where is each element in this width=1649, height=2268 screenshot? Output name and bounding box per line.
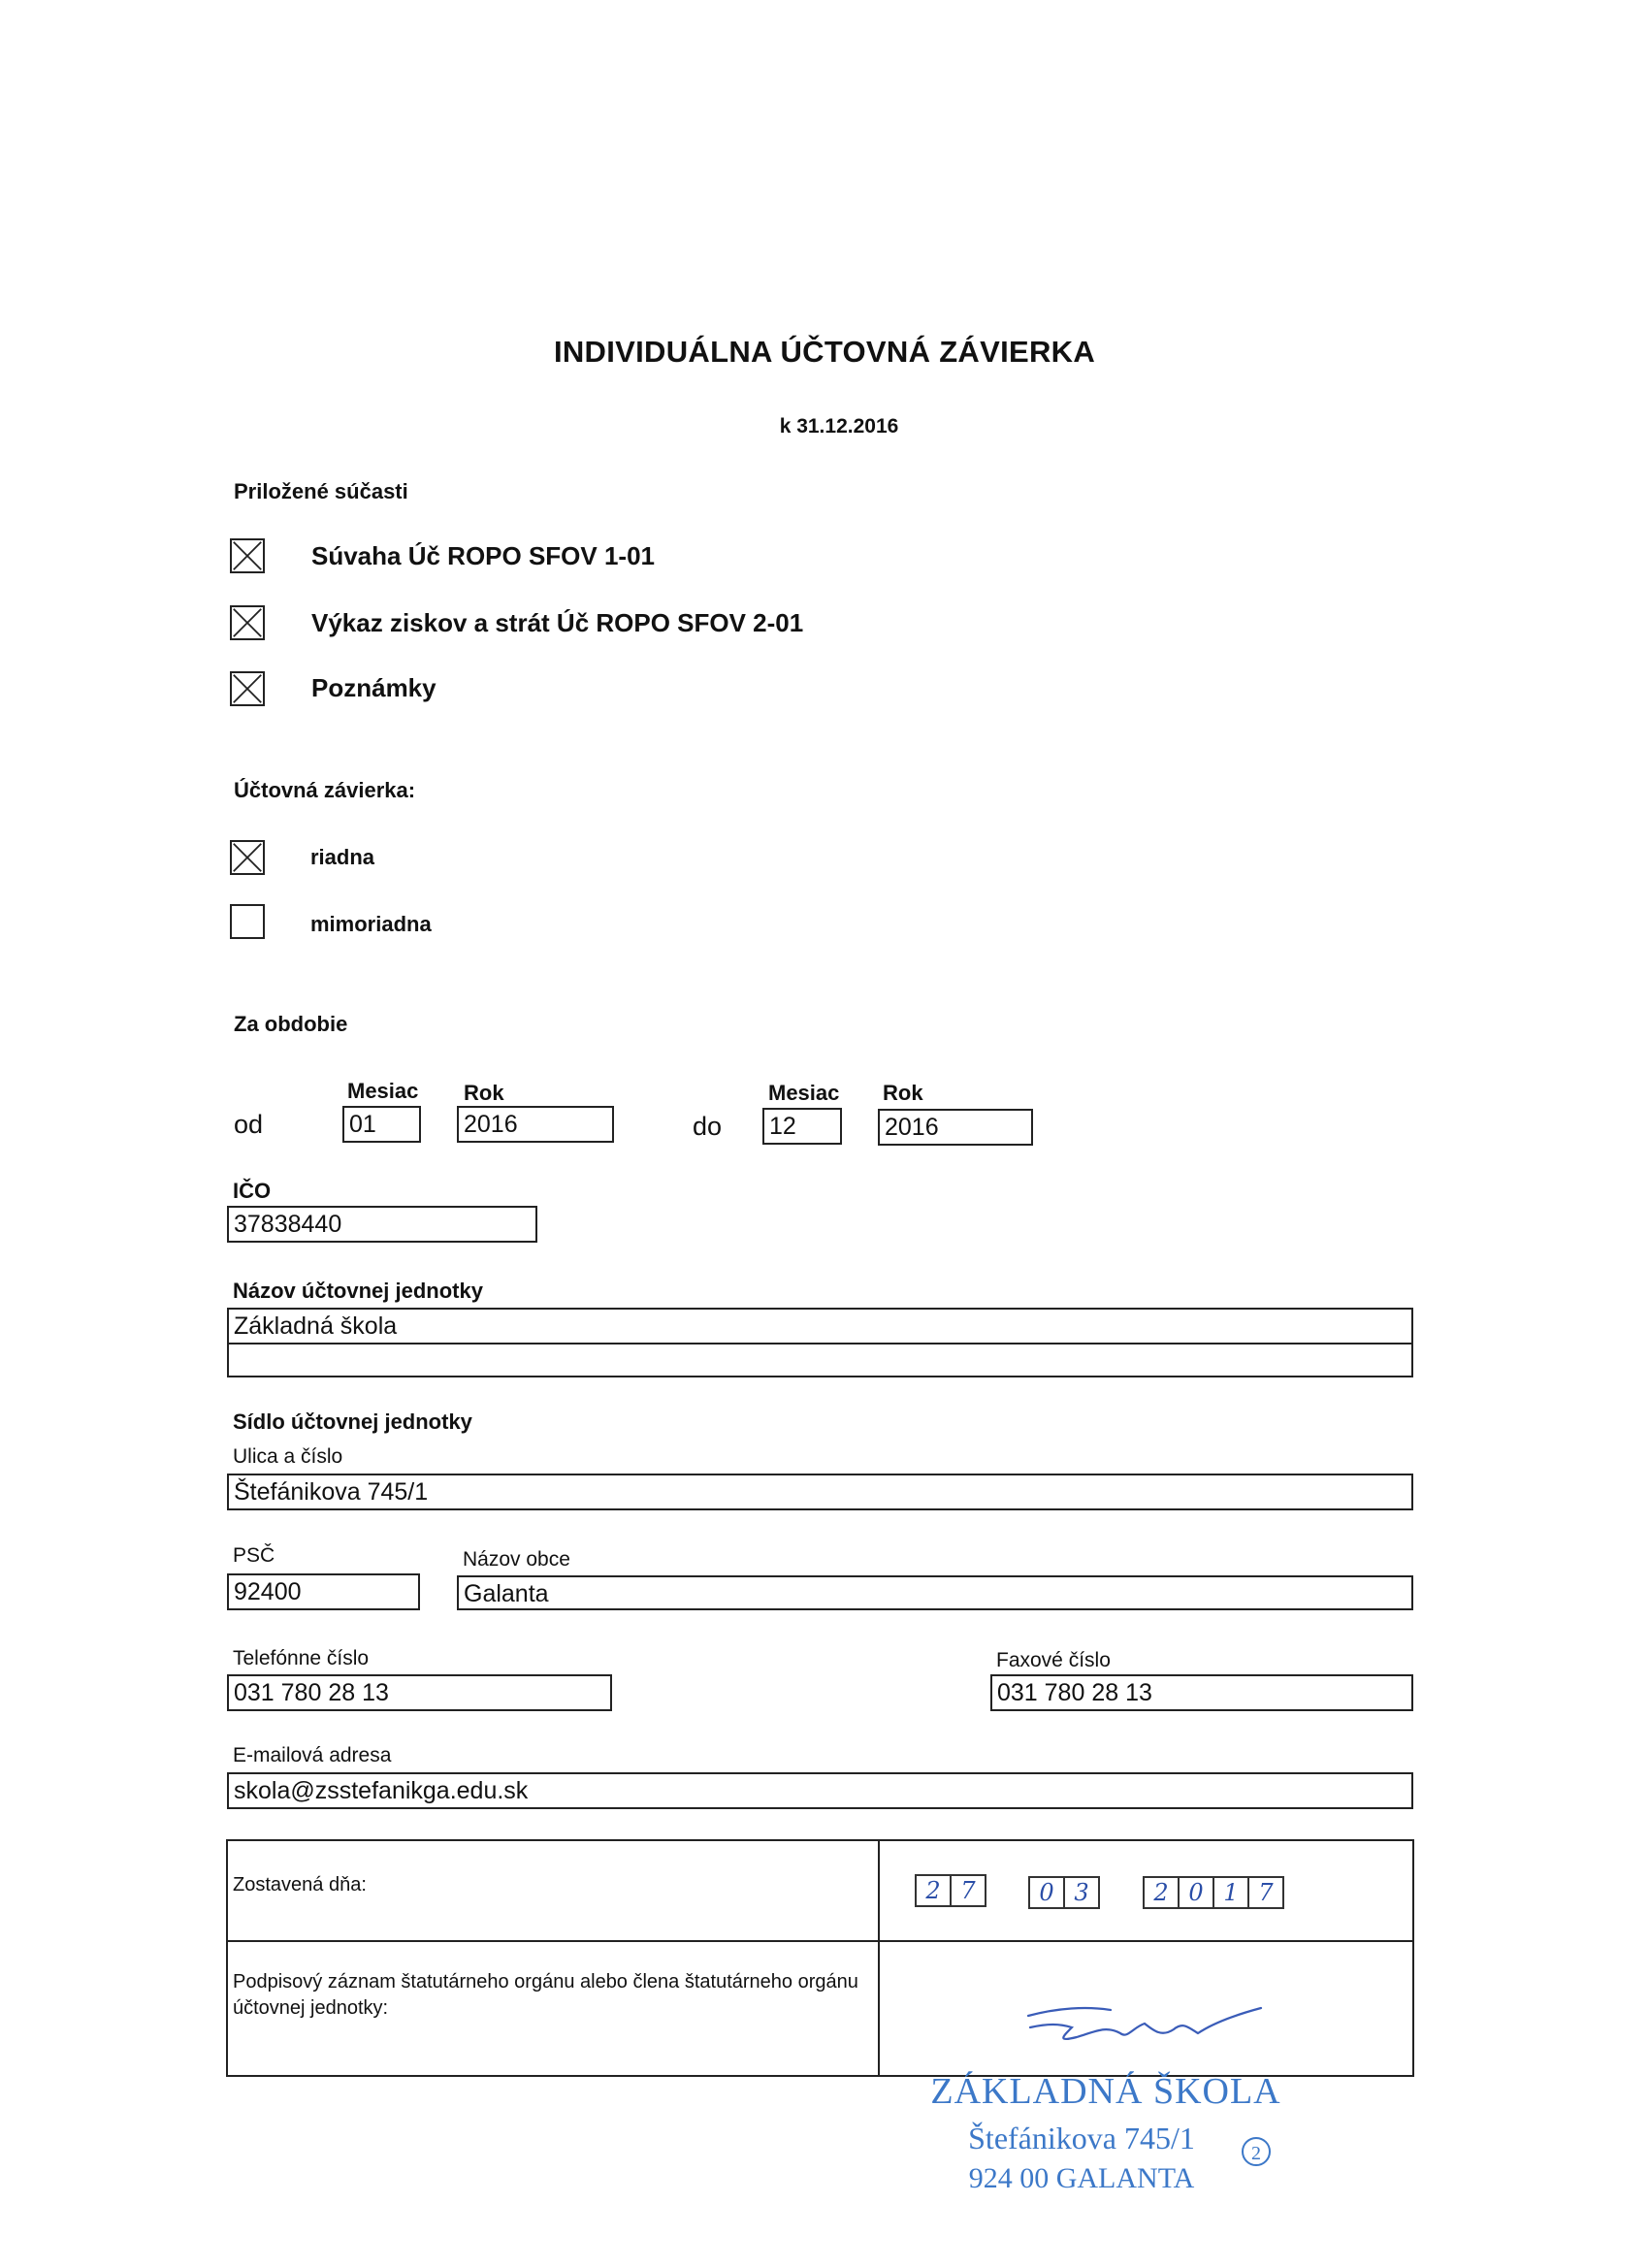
closing-type-label: Účtovná závierka: xyxy=(234,778,416,802)
day-digit: 7 xyxy=(950,1874,986,1907)
compiled-day[interactable] xyxy=(915,1874,986,1907)
checkbox-vykaz[interactable] xyxy=(230,605,265,640)
to-label: do xyxy=(693,1112,723,1141)
month-digit: 3 xyxy=(1063,1876,1100,1909)
entity-name-label: Názov účtovnej jednotky xyxy=(233,1279,483,1303)
phone-label: Telefónne číslo xyxy=(233,1647,370,1669)
to-month-field[interactable]: 12 xyxy=(762,1108,842,1145)
checkbox-suvaha[interactable] xyxy=(230,538,265,573)
street-field[interactable]: Štefánikova 745/1 xyxy=(227,1474,1413,1510)
stamp-line1: ZÁKLADNÁ ŠKOLA xyxy=(930,2071,1281,2112)
month-digit: 0 xyxy=(1028,1876,1065,1909)
checked-x-icon xyxy=(232,607,263,638)
to-year-label: Rok xyxy=(883,1081,923,1105)
phone-field[interactable]: 031 780 28 13 xyxy=(227,1674,612,1711)
attachment-label-poznamky: Poznámky xyxy=(311,673,436,702)
ico-label: IČO xyxy=(233,1179,272,1203)
checked-x-icon xyxy=(232,673,263,704)
handwritten-signature xyxy=(1018,1989,1271,2057)
from-label: od xyxy=(234,1110,264,1139)
stamp-number: 2 xyxy=(1242,2137,1271,2166)
option-label-riadna: riadna xyxy=(310,845,375,869)
checkbox-poznamky[interactable] xyxy=(230,671,265,706)
ico-field[interactable]: 37838440 xyxy=(227,1206,537,1243)
address-section-label: Sídlo účtovnej jednotky xyxy=(233,1409,472,1434)
stamp-line2: Štefánikova 745/1 xyxy=(968,2121,1195,2155)
from-year-field[interactable]: 2016 xyxy=(457,1106,614,1143)
entity-name-line2[interactable] xyxy=(227,1343,1413,1377)
document-date: k 31.12.2016 xyxy=(779,415,899,437)
checked-x-icon xyxy=(232,540,263,571)
compiled-month[interactable] xyxy=(1028,1876,1100,1909)
compiled-label: Zostavená dňa: xyxy=(233,1874,367,1895)
from-month-field[interactable]: 01 xyxy=(342,1106,421,1143)
year-digit: 1 xyxy=(1212,1876,1249,1909)
city-field[interactable]: Galanta xyxy=(457,1575,1413,1610)
email-label: E-mailová adresa xyxy=(233,1744,392,1766)
table-divider-horizontal xyxy=(228,1940,1412,1942)
entity-name-line1[interactable]: Základná škola xyxy=(227,1308,1413,1345)
table-divider-vertical xyxy=(878,1841,880,2075)
from-year-label: Rok xyxy=(464,1081,504,1105)
fax-field[interactable]: 031 780 28 13 xyxy=(990,1674,1413,1711)
checkbox-mimoriadna[interactable] xyxy=(230,904,265,939)
attachments-label: Priložené súčasti xyxy=(234,479,408,503)
psc-label: PSČ xyxy=(233,1544,275,1567)
attachment-label-vykaz: Výkaz ziskov a strát Úč ROPO SFOV 2-01 xyxy=(311,608,804,637)
year-digit: 2 xyxy=(1143,1876,1180,1909)
year-digit: 7 xyxy=(1247,1876,1284,1909)
compiled-year[interactable] xyxy=(1143,1876,1284,1909)
attachment-label-suvaha: Súvaha Úč ROPO SFOV 1-01 xyxy=(311,541,656,570)
city-label: Názov obce xyxy=(463,1548,570,1571)
stamp-line3: 924 00 GALANTA xyxy=(968,2162,1195,2194)
fax-label: Faxové číslo xyxy=(996,1649,1111,1671)
to-year-field[interactable]: 2016 xyxy=(878,1109,1033,1146)
checkbox-riadna[interactable] xyxy=(230,840,265,875)
email-field[interactable]: skola@zsstefanikga.edu.sk xyxy=(227,1772,1413,1809)
street-label: Ulica a číslo xyxy=(233,1445,343,1468)
day-digit: 2 xyxy=(915,1874,952,1907)
psc-field[interactable]: 92400 xyxy=(227,1573,420,1610)
document-title: INDIVIDUÁLNA ÚČTOVNÁ ZÁVIERKA xyxy=(553,335,1096,369)
signature-label: Podpisový záznam štatutárneho orgánu alebo člena štatutárneho orgánu účtovnej jednotky: xyxy=(233,1971,858,2019)
checked-x-icon xyxy=(232,842,263,873)
year-digit: 0 xyxy=(1178,1876,1214,1909)
to-month-label: Mesiac xyxy=(768,1081,840,1105)
period-label: Za obdobie xyxy=(234,1012,348,1036)
from-month-label: Mesiac xyxy=(347,1079,419,1103)
option-label-mimoriadna: mimoriadna xyxy=(310,912,432,936)
